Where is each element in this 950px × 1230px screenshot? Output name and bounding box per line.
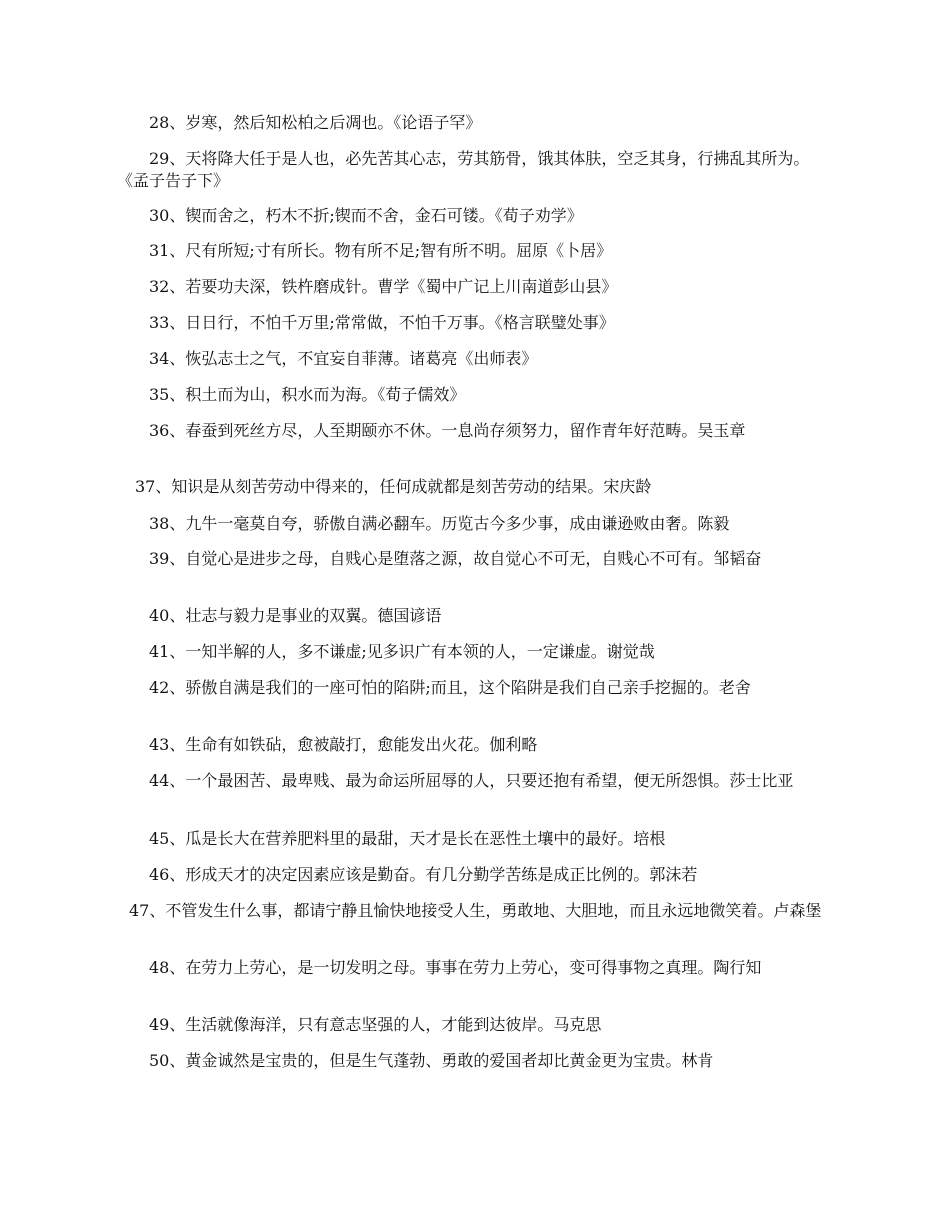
quote-paragraph-50: 50、黄金诚然是宝贵的，但是生气蓬勃、勇敢的爱国者却比黄金更为宝贵。林肯	[149, 1051, 714, 1070]
quote-paragraph-40: 40、壮志与毅力是事业的双翼。德国谚语	[149, 606, 442, 625]
quote-paragraph-28: 28、岁寒，然后知松柏之后凋也。《论语子罕》	[149, 113, 482, 132]
quote-paragraph-42: 42、骄傲自满是我们的一座可怕的陷阱;而且，这个陷阱是我们自己亲手挖掘的。老舍	[149, 678, 751, 697]
quote-paragraph-49: 49、生活就像海洋，只有意志坚强的人，才能到达彼岸。马克思	[149, 1015, 602, 1034]
quote-paragraph-37: 37、知识是从刻苦劳动中得来的，任何成就都是刻苦劳动的结果。宋庆龄	[135, 477, 652, 496]
quote-paragraph-47: 47、不管发生什么事，都请宁静且愉快地接受人生，勇敢地、大胆地，而且永远地微笑着。卢森堡	[129, 901, 822, 920]
quote-paragraph-41: 41、一知半解的人，多不谦虚;见多识广有本领的人，一定谦虚。谢觉哉	[149, 642, 655, 661]
quote-paragraph-46: 46、形成天才的决定因素应该是勤奋。有几分勤学苦练是成正比例的。郭沫若	[149, 865, 698, 884]
quote-paragraph-36: 36、春蚕到死丝方尽，人至期颐亦不休。一息尚存须努力，留作青年好范畴。吴玉章	[149, 421, 746, 440]
quote-paragraph-32: 32、若要功夫深，铁杵磨成针。曹学《蜀中广记上川南道彭山县》	[149, 277, 618, 296]
quote-paragraph-48: 48、在劳力上劳心，是一切发明之母。事事在劳力上劳心，变可得事物之真理。陶行知	[149, 958, 762, 977]
quote-paragraph-29: 29、天将降大任于是人也，必先苦其心志，劳其筋骨，饿其体肤，空乏其身，行拂乱其所为。《孟子告子下》	[117, 149, 810, 190]
quote-paragraph-30: 30、锲而舍之，朽木不折;锲而不舍，金石可镂。《荀子劝学》	[149, 206, 583, 225]
quote-paragraph-44: 44、一个最困苦、最卑贱、最为命运所屈辱的人，只要还抱有希望，便无所怨惧。莎士比亚	[149, 771, 794, 790]
quote-paragraph-38: 38、九牛一毫莫自夸，骄傲自满必翻车。历览古今多少事，成由谦逊败由奢。陈毅	[149, 514, 730, 533]
quote-paragraph-43: 43、生命有如铁砧，愈被敲打，愈能发出火花。伽利略	[149, 735, 538, 754]
quote-paragraph-31: 31、尺有所短;寸有所长。物有所不足;智有所不明。屈原《卜居》	[149, 241, 613, 260]
quote-paragraph-45: 45、瓜是长大在营养肥料里的最甜，天才是长在恶性土壤中的最好。培根	[149, 829, 666, 848]
quote-paragraph-34: 34、恢弘志士之气，不宜妄自菲薄。诸葛亮《出师表》	[149, 349, 538, 368]
quote-paragraph-35: 35、积土而为山，积水而为海。《荀子儒效》	[149, 385, 466, 404]
quote-paragraph-33: 33、日日行，不怕千万里;常常做，不怕千万事。《格言联璧处事》	[149, 313, 615, 332]
quote-paragraph-39: 39、自觉心是进步之母，自贱心是堕落之源，故自觉心不可无，自贱心不可有。邹韬奋	[149, 549, 762, 568]
